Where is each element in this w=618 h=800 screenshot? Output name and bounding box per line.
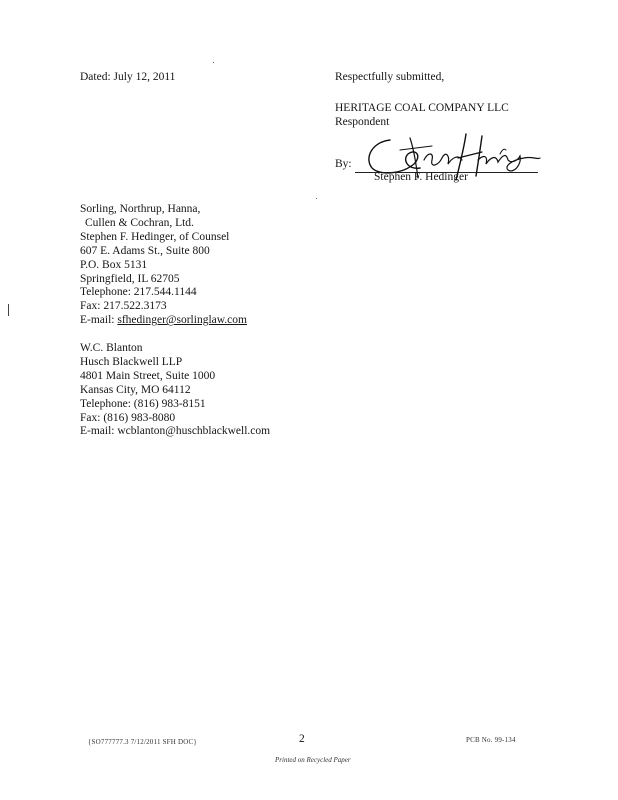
respectfully-submitted: Respectfully submitted, — [335, 71, 445, 83]
email-label: E-mail: — [80, 314, 118, 327]
address-line: P.O. Box 5131 — [80, 258, 148, 271]
fax-line: Fax: (816) 983-8080 — [80, 411, 176, 424]
email-link[interactable]: sfhedinger@sorlinglaw.com — [117, 314, 247, 327]
by-label: By: — [335, 158, 352, 170]
signer-name: Stephen F. Hedinger — [374, 171, 468, 183]
respondent-label: Respondent — [335, 116, 390, 128]
counsel-block-husch — [80, 342, 270, 439]
footer-case-number: PCB No. 99-134 — [466, 736, 516, 744]
printed-on-recycled-paper: Printed on Recycled Paper — [275, 756, 351, 764]
address-line: Kansas City, MO 64112 — [80, 383, 191, 396]
margin-mark — [8, 304, 9, 316]
dated-line: Dated: July 12, 2011 — [80, 71, 176, 83]
address-line: 4801 Main Street, Suite 1000 — [80, 369, 216, 382]
address-line: Stephen F. Hedinger, of Counsel — [80, 230, 230, 243]
address-line: 607 E. Adams St., Suite 800 — [80, 244, 210, 257]
address-line: W.C. Blanton — [80, 342, 143, 354]
address-line: Husch Blackwell LLP — [80, 355, 183, 368]
page-number: 2 — [299, 733, 305, 745]
scan-speck — [316, 198, 317, 199]
address-line: Springfield, IL 62705 — [80, 272, 180, 285]
email-line — [80, 314, 247, 328]
email-line: E-mail: wcblanton@huschblackwell.com — [80, 425, 271, 438]
footer-doc-id: {SO777777.3 7/12/2011 SFH DOC} — [88, 738, 197, 746]
telephone-line: Telephone: 217.544.1144 — [80, 286, 197, 299]
scan-speck — [213, 62, 214, 63]
counsel-block-sorling — [80, 203, 247, 328]
company-name: HERITAGE COAL COMPANY LLC — [335, 102, 509, 114]
address-line: Cullen & Cochran, Ltd. — [85, 216, 194, 229]
address-line: Sorling, Northrup, Hanna, — [80, 203, 201, 215]
telephone-line: Telephone: (816) 983-8151 — [80, 397, 206, 410]
fax-line: Fax: 217.522.3173 — [80, 300, 167, 313]
